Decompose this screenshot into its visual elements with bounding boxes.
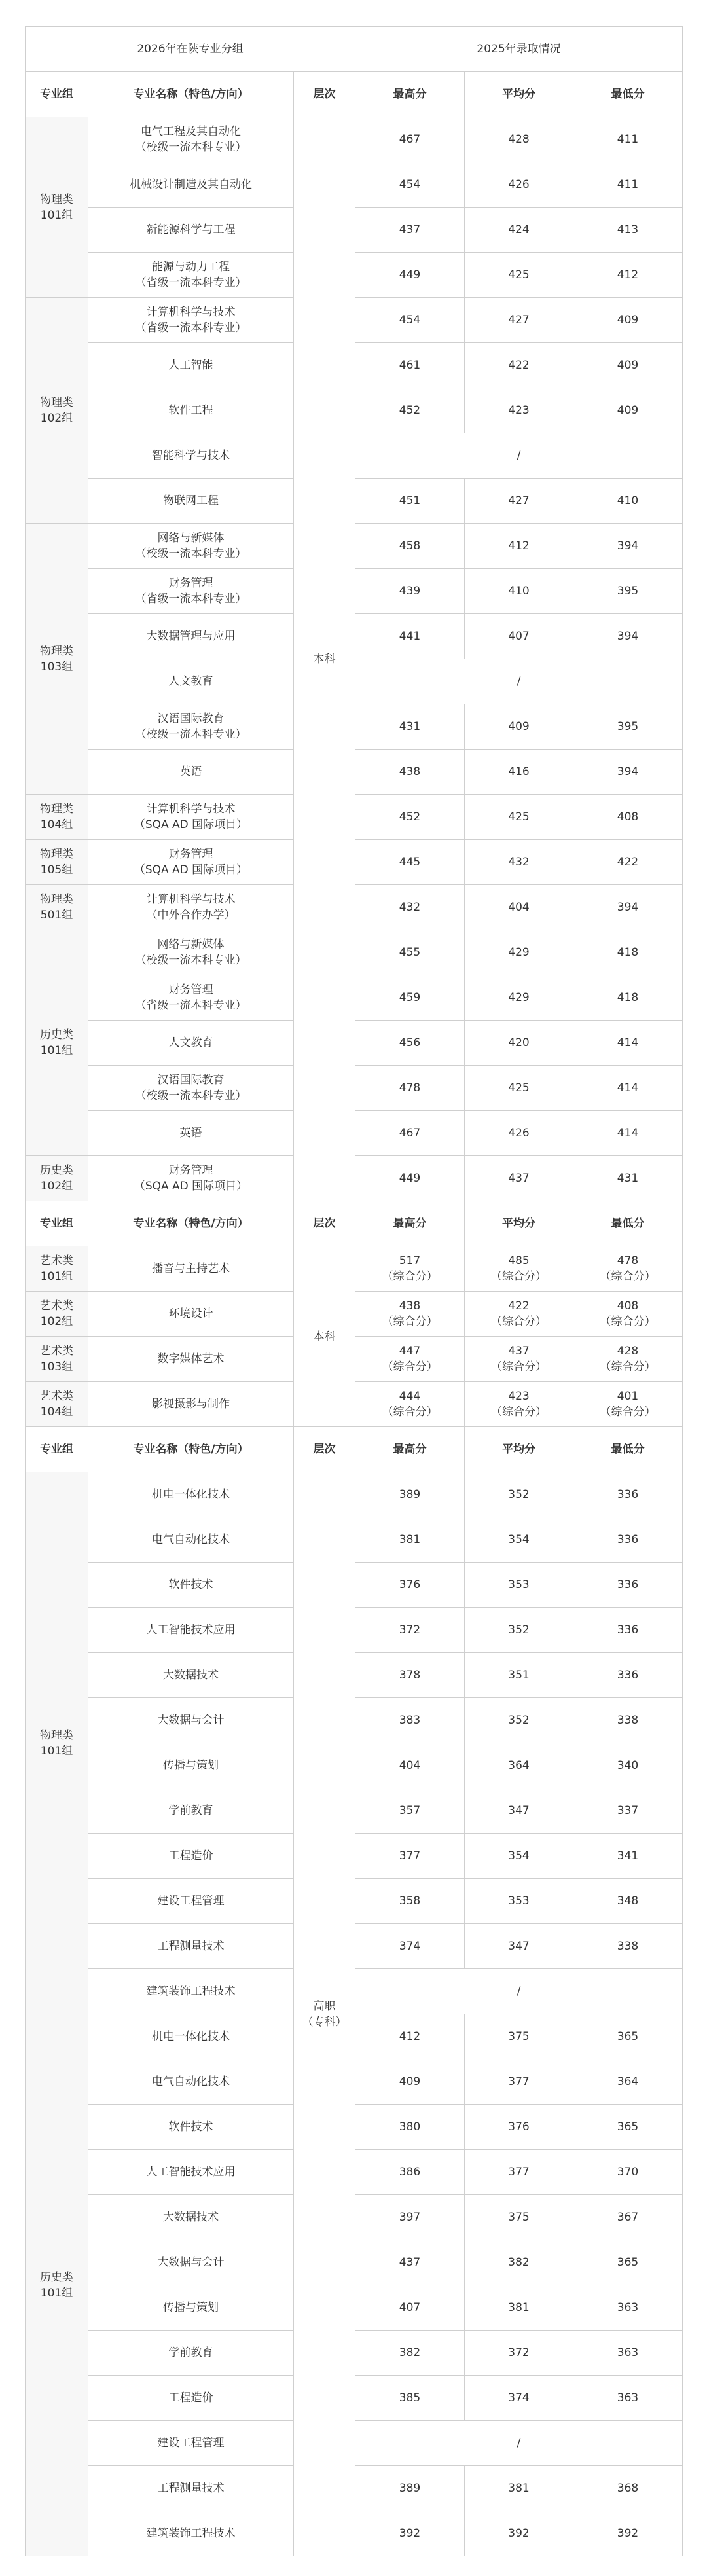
max-score-cell: 459 [355, 975, 465, 1021]
admission-result-title: 2025年录取情况 [355, 27, 683, 72]
no-data-cell: / [355, 2421, 683, 2466]
min-score-cell: 408 [573, 795, 683, 840]
group-name-cell: 物理类 501组 [26, 885, 88, 930]
min-score-cell: 370 [573, 2150, 683, 2195]
avg-score-cell: 485 （综合分） [465, 1246, 573, 1292]
avg-score-cell: 374 [465, 2376, 573, 2421]
min-score-cell: 394 [573, 614, 683, 659]
min-score-cell: 341 [573, 1834, 683, 1879]
avg-score-cell: 429 [465, 975, 573, 1021]
avg-score-cell: 377 [465, 2059, 573, 2105]
min-score-cell: 336 [573, 1653, 683, 1698]
col-header-group: 专业组 [26, 1201, 88, 1246]
avg-score-cell: 392 [465, 2511, 573, 2556]
max-score-cell: 389 [355, 1472, 465, 1517]
max-score-cell: 378 [355, 1653, 465, 1698]
group-name-cell: 艺术类 103组 [26, 1337, 88, 1382]
major-name-cell: 学前教育 [88, 2331, 294, 2376]
column-header-row [26, 1201, 683, 1246]
level-cell: 本科 [294, 117, 355, 1201]
avg-score-cell: 404 [465, 885, 573, 930]
max-score-cell: 458 [355, 524, 465, 569]
max-score-cell: 461 [355, 343, 465, 388]
max-score-cell: 409 [355, 2059, 465, 2105]
min-score-cell: 401 （综合分） [573, 1382, 683, 1427]
min-score-cell: 412 [573, 253, 683, 298]
group-plan-title: 2026年在陕专业分组 [26, 27, 355, 72]
max-score-cell: 358 [355, 1879, 465, 1924]
min-score-cell: 348 [573, 1879, 683, 1924]
avg-score-cell: 432 [465, 840, 573, 885]
major-name-cell: 人工智能技术应用 [88, 1608, 294, 1653]
min-score-cell: 338 [573, 1698, 683, 1743]
group-name-cell: 历史类 102组 [26, 1156, 88, 1201]
avg-score-cell: 409 [465, 704, 573, 750]
max-score-cell: 431 [355, 704, 465, 750]
avg-score-cell: 372 [465, 2331, 573, 2376]
max-score-cell: 377 [355, 1834, 465, 1879]
min-score-cell: 363 [573, 2376, 683, 2421]
max-score-cell: 432 [355, 885, 465, 930]
major-name-cell: 英语 [88, 750, 294, 795]
max-score-cell: 454 [355, 298, 465, 343]
col-header-level: 层次 [294, 72, 355, 117]
major-name-cell: 建筑装饰工程技术 [88, 2511, 294, 2556]
max-score-cell: 389 [355, 2466, 465, 2511]
max-score-cell: 456 [355, 1021, 465, 1066]
max-score-cell: 386 [355, 2150, 465, 2195]
min-score-cell: 418 [573, 930, 683, 975]
avg-score-cell: 381 [465, 2285, 573, 2331]
min-score-cell: 395 [573, 704, 683, 750]
column-header-row [26, 72, 683, 117]
major-name-cell: 电气工程及其自动化 （校级一流本科专业） [88, 117, 294, 162]
max-score-cell: 438 （综合分） [355, 1292, 465, 1337]
avg-score-cell: 416 [465, 750, 573, 795]
max-score-cell: 478 [355, 1066, 465, 1111]
major-name-cell: 网络与新媒体 （校级一流本科专业） [88, 930, 294, 975]
max-score-cell: 376 [355, 1563, 465, 1608]
min-score-cell: 365 [573, 2014, 683, 2059]
min-score-cell: 409 [573, 298, 683, 343]
min-score-cell: 413 [573, 208, 683, 253]
major-name-cell: 大数据与会计 [88, 2240, 294, 2285]
min-score-cell: 336 [573, 1608, 683, 1653]
major-name-cell: 播音与主持艺术 [88, 1246, 294, 1292]
major-name-cell: 影视摄影与制作 [88, 1382, 294, 1427]
major-name-cell: 建设工程管理 [88, 1879, 294, 1924]
min-score-cell: 363 [573, 2331, 683, 2376]
avg-score-cell: 407 [465, 614, 573, 659]
max-score-cell: 385 [355, 2376, 465, 2421]
min-score-cell: 410 [573, 479, 683, 524]
major-name-cell: 电气自动化技术 [88, 1517, 294, 1563]
major-name-cell: 传播与策划 [88, 2285, 294, 2331]
major-name-cell: 汉语国际教育 （校级一流本科专业） [88, 704, 294, 750]
major-name-cell: 新能源科学与工程 [88, 208, 294, 253]
col-header-level: 层次 [294, 1427, 355, 1472]
min-score-cell: 363 [573, 2285, 683, 2331]
group-name-cell: 物理类 102组 [26, 298, 88, 524]
max-score-cell: 452 [355, 795, 465, 840]
min-score-cell: 418 [573, 975, 683, 1021]
max-score-cell: 517 （综合分） [355, 1246, 465, 1292]
avg-score-cell: 353 [465, 1879, 573, 1924]
col-header-group: 专业组 [26, 1427, 88, 1472]
major-name-cell: 学前教育 [88, 1788, 294, 1834]
major-name-cell: 计算机科学与技术 （中外合作办学） [88, 885, 294, 930]
avg-score-cell: 381 [465, 2466, 573, 2511]
min-score-cell: 365 [573, 2240, 683, 2285]
major-name-cell: 计算机科学与技术 （SQA AD 国际项目） [88, 795, 294, 840]
col-header-min: 最低分 [573, 1201, 683, 1246]
major-name-cell: 电气自动化技术 [88, 2059, 294, 2105]
major-name-cell: 建设工程管理 [88, 2421, 294, 2466]
avg-score-cell: 426 [465, 162, 573, 208]
avg-score-cell: 420 [465, 1021, 573, 1066]
major-name-cell: 智能科学与技术 [88, 433, 294, 479]
avg-score-cell: 423 [465, 388, 573, 433]
min-score-cell: 411 [573, 117, 683, 162]
avg-score-cell: 347 [465, 1788, 573, 1834]
col-header-level: 层次 [294, 1201, 355, 1246]
min-score-cell: 337 [573, 1788, 683, 1834]
max-score-cell: 404 [355, 1743, 465, 1788]
major-name-cell: 物联网工程 [88, 479, 294, 524]
table-body [26, 27, 683, 2556]
title-row [26, 27, 683, 72]
major-name-cell: 人工智能技术应用 [88, 2150, 294, 2195]
major-name-cell: 大数据技术 [88, 2195, 294, 2240]
table-row [26, 117, 683, 162]
min-score-cell: 409 [573, 388, 683, 433]
avg-score-cell: 375 [465, 2014, 573, 2059]
major-name-cell: 软件工程 [88, 388, 294, 433]
avg-score-cell: 352 [465, 1472, 573, 1517]
no-data-cell: / [355, 1969, 683, 2014]
major-name-cell: 工程造价 [88, 1834, 294, 1879]
column-header-row [26, 1427, 683, 1472]
min-score-cell: 368 [573, 2466, 683, 2511]
avg-score-cell: 422 （综合分） [465, 1292, 573, 1337]
table-row [26, 1246, 683, 1292]
col-header-major: 专业名称（特色/方向） [88, 1201, 294, 1246]
avg-score-cell: 353 [465, 1563, 573, 1608]
max-score-cell: 455 [355, 930, 465, 975]
avg-score-cell: 354 [465, 1517, 573, 1563]
max-score-cell: 454 [355, 162, 465, 208]
avg-score-cell: 382 [465, 2240, 573, 2285]
max-score-cell: 467 [355, 1111, 465, 1156]
avg-score-cell: 410 [465, 569, 573, 614]
major-name-cell: 人文教育 [88, 1021, 294, 1066]
major-name-cell: 机电一体化技术 [88, 2014, 294, 2059]
major-name-cell: 财务管理 （省级一流本科专业） [88, 975, 294, 1021]
major-name-cell: 机械设计制造及其自动化 [88, 162, 294, 208]
major-name-cell: 机电一体化技术 [88, 1472, 294, 1517]
avg-score-cell: 354 [465, 1834, 573, 1879]
min-score-cell: 336 [573, 1563, 683, 1608]
avg-score-cell: 425 [465, 1066, 573, 1111]
group-name-cell: 物理类 103组 [26, 524, 88, 795]
col-header-min: 最低分 [573, 72, 683, 117]
max-score-cell: 441 [355, 614, 465, 659]
major-name-cell: 软件技术 [88, 2105, 294, 2150]
min-score-cell: 428 （综合分） [573, 1337, 683, 1382]
min-score-cell: 414 [573, 1021, 683, 1066]
max-score-cell: 439 [355, 569, 465, 614]
group-name-cell: 艺术类 101组 [26, 1246, 88, 1292]
min-score-cell: 478 （综合分） [573, 1246, 683, 1292]
avg-score-cell: 428 [465, 117, 573, 162]
max-score-cell: 452 [355, 388, 465, 433]
max-score-cell: 372 [355, 1608, 465, 1653]
max-score-cell: 382 [355, 2331, 465, 2376]
min-score-cell: 367 [573, 2195, 683, 2240]
min-score-cell: 431 [573, 1156, 683, 1201]
max-score-cell: 444 （综合分） [355, 1382, 465, 1427]
max-score-cell: 445 [355, 840, 465, 885]
max-score-cell: 449 [355, 1156, 465, 1201]
min-score-cell: 392 [573, 2511, 683, 2556]
max-score-cell: 407 [355, 2285, 465, 2331]
max-score-cell: 437 [355, 2240, 465, 2285]
table-row [26, 1472, 683, 1517]
avg-score-cell: 427 [465, 298, 573, 343]
min-score-cell: 414 [573, 1066, 683, 1111]
avg-score-cell: 423 （综合分） [465, 1382, 573, 1427]
major-name-cell: 英语 [88, 1111, 294, 1156]
col-header-group: 专业组 [26, 72, 88, 117]
avg-score-cell: 377 [465, 2150, 573, 2195]
admission-score-table [25, 26, 683, 2556]
min-score-cell: 394 [573, 885, 683, 930]
max-score-cell: 397 [355, 2195, 465, 2240]
major-name-cell: 大数据技术 [88, 1653, 294, 1698]
min-score-cell: 364 [573, 2059, 683, 2105]
major-name-cell: 工程测量技术 [88, 2466, 294, 2511]
min-score-cell: 394 [573, 524, 683, 569]
max-score-cell: 380 [355, 2105, 465, 2150]
level-cell: 高职 （专科） [294, 1472, 355, 2556]
avg-score-cell: 351 [465, 1653, 573, 1698]
avg-score-cell: 422 [465, 343, 573, 388]
min-score-cell: 411 [573, 162, 683, 208]
min-score-cell: 336 [573, 1517, 683, 1563]
min-score-cell: 422 [573, 840, 683, 885]
group-name-cell: 物理类 101组 [26, 117, 88, 298]
no-data-cell: / [355, 659, 683, 704]
col-header-major: 专业名称（特色/方向） [88, 72, 294, 117]
major-name-cell: 大数据管理与应用 [88, 614, 294, 659]
col-header-avg: 平均分 [465, 1201, 573, 1246]
avg-score-cell: 437 [465, 1156, 573, 1201]
avg-score-cell: 375 [465, 2195, 573, 2240]
level-cell: 本科 [294, 1246, 355, 1427]
max-score-cell: 438 [355, 750, 465, 795]
col-header-max: 最高分 [355, 72, 465, 117]
max-score-cell: 412 [355, 2014, 465, 2059]
avg-score-cell: 425 [465, 253, 573, 298]
col-header-avg: 平均分 [465, 1427, 573, 1472]
major-name-cell: 能源与动力工程 （省级一流本科专业） [88, 253, 294, 298]
group-name-cell: 物理类 101组 [26, 1472, 88, 2014]
min-score-cell: 409 [573, 343, 683, 388]
major-name-cell: 计算机科学与技术 （省级一流本科专业） [88, 298, 294, 343]
group-name-cell: 艺术类 102组 [26, 1292, 88, 1337]
major-name-cell: 财务管理 （省级一流本科专业） [88, 569, 294, 614]
avg-score-cell: 426 [465, 1111, 573, 1156]
min-score-cell: 338 [573, 1924, 683, 1969]
max-score-cell: 447 （综合分） [355, 1337, 465, 1382]
major-name-cell: 网络与新媒体 （校级一流本科专业） [88, 524, 294, 569]
major-name-cell: 人文教育 [88, 659, 294, 704]
group-name-cell: 历史类 101组 [26, 930, 88, 1156]
major-name-cell: 大数据与会计 [88, 1698, 294, 1743]
no-data-cell: / [355, 433, 683, 479]
group-name-cell: 物理类 104组 [26, 795, 88, 840]
major-name-cell: 财务管理 （SQA AD 国际项目） [88, 840, 294, 885]
max-score-cell: 357 [355, 1788, 465, 1834]
min-score-cell: 394 [573, 750, 683, 795]
group-name-cell: 艺术类 104组 [26, 1382, 88, 1427]
min-score-cell: 336 [573, 1472, 683, 1517]
avg-score-cell: 347 [465, 1924, 573, 1969]
min-score-cell: 414 [573, 1111, 683, 1156]
major-name-cell: 汉语国际教育 （校级一流本科专业） [88, 1066, 294, 1111]
avg-score-cell: 427 [465, 479, 573, 524]
major-name-cell: 环境设计 [88, 1292, 294, 1337]
avg-score-cell: 424 [465, 208, 573, 253]
group-name-cell: 物理类 105组 [26, 840, 88, 885]
avg-score-cell: 425 [465, 795, 573, 840]
group-name-cell: 历史类 101组 [26, 2014, 88, 2556]
max-score-cell: 437 [355, 208, 465, 253]
col-header-max: 最高分 [355, 1201, 465, 1246]
col-header-max: 最高分 [355, 1427, 465, 1472]
col-header-major: 专业名称（特色/方向） [88, 1427, 294, 1472]
avg-score-cell: 429 [465, 930, 573, 975]
avg-score-cell: 352 [465, 1608, 573, 1653]
major-name-cell: 工程造价 [88, 2376, 294, 2421]
avg-score-cell: 364 [465, 1743, 573, 1788]
avg-score-cell: 412 [465, 524, 573, 569]
major-name-cell: 财务管理 （SQA AD 国际项目） [88, 1156, 294, 1201]
max-score-cell: 383 [355, 1698, 465, 1743]
avg-score-cell: 352 [465, 1698, 573, 1743]
min-score-cell: 365 [573, 2105, 683, 2150]
max-score-cell: 392 [355, 2511, 465, 2556]
col-header-avg: 平均分 [465, 72, 573, 117]
major-name-cell: 软件技术 [88, 1563, 294, 1608]
col-header-min: 最低分 [573, 1427, 683, 1472]
avg-score-cell: 376 [465, 2105, 573, 2150]
min-score-cell: 395 [573, 569, 683, 614]
major-name-cell: 人工智能 [88, 343, 294, 388]
major-name-cell: 传播与策划 [88, 1743, 294, 1788]
max-score-cell: 467 [355, 117, 465, 162]
max-score-cell: 451 [355, 479, 465, 524]
min-score-cell: 340 [573, 1743, 683, 1788]
max-score-cell: 374 [355, 1924, 465, 1969]
avg-score-cell: 437 （综合分） [465, 1337, 573, 1382]
major-name-cell: 建筑装饰工程技术 [88, 1969, 294, 2014]
max-score-cell: 381 [355, 1517, 465, 1563]
max-score-cell: 449 [355, 253, 465, 298]
major-name-cell: 数字媒体艺术 [88, 1337, 294, 1382]
major-name-cell: 工程测量技术 [88, 1924, 294, 1969]
min-score-cell: 408 （综合分） [573, 1292, 683, 1337]
